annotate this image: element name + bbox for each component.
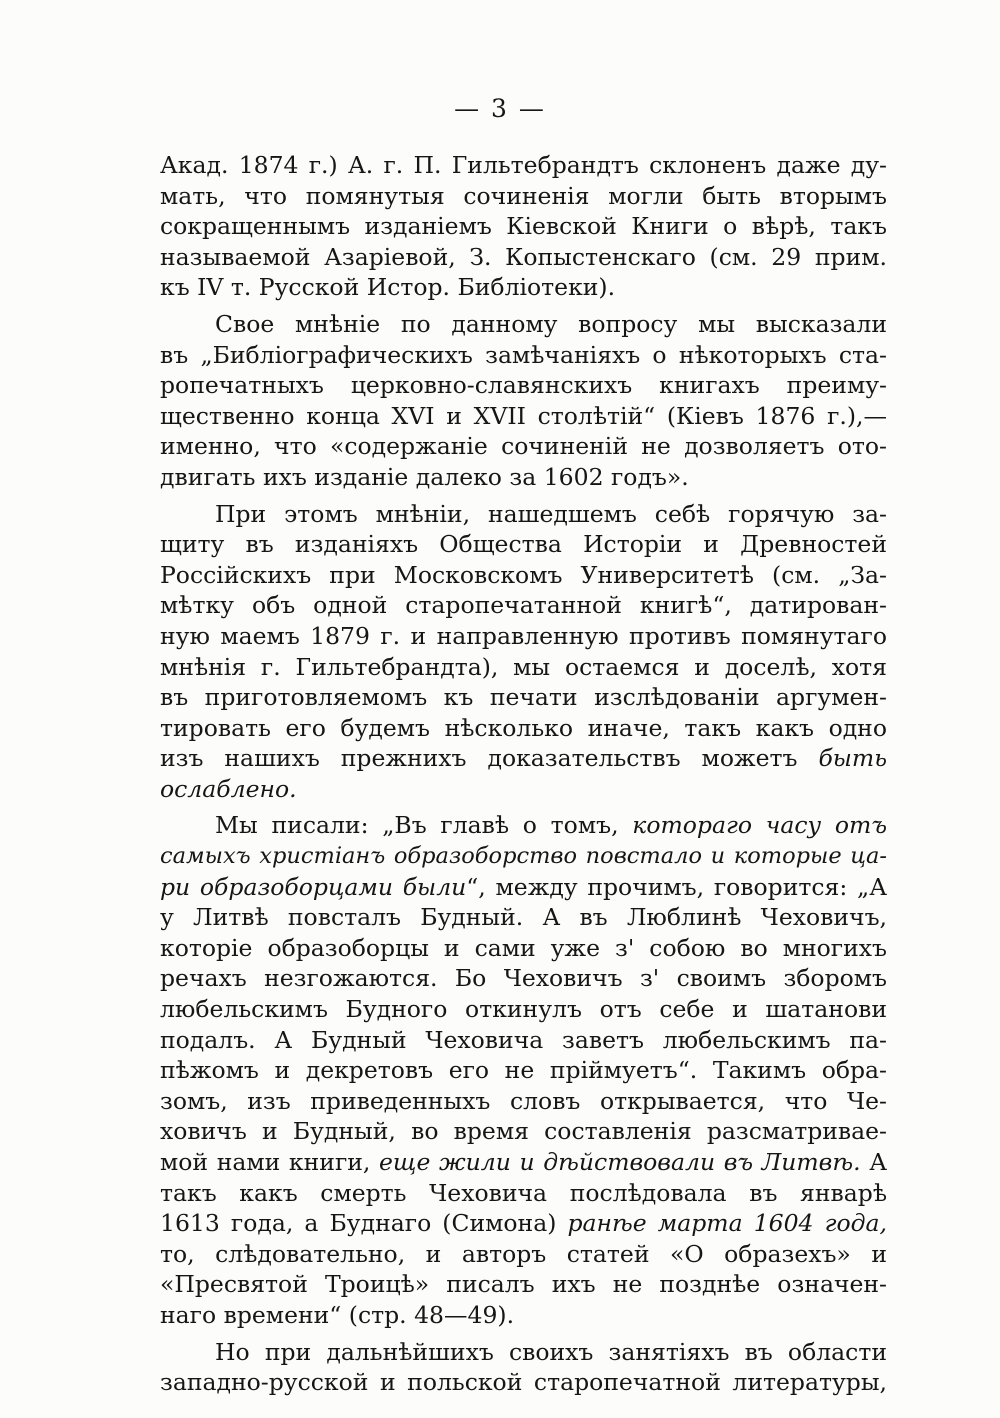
text-line: Но при дальнѣйшихъ своихъ занятіяхъ въ области <box>215 1337 887 1366</box>
text-run: А <box>869 1148 887 1176</box>
text-run: 1613 года, а Буднаго (Симона) <box>160 1209 557 1238</box>
text-line: пѣжомъ и декретовъ его не пріймуетъ“. Такимъ обра- <box>160 1056 887 1085</box>
text-line <box>160 810 887 841</box>
text-line: то, слѣдовательно, и авторъ статей «О образехъ» и <box>160 1239 887 1268</box>
text-line: подалъ. А Будный Чеховича заветъ любельскимъ па- <box>160 1025 887 1054</box>
text-line: щественно конца XVI и XVII столѣтій“ (Кіевъ 1876 г.),— <box>160 401 887 430</box>
text-line: къ IV т. Русской Истор. Библіотеки). <box>160 273 616 302</box>
text-line <box>160 872 887 903</box>
text-run: “, между прочимъ, говорится: „А <box>466 872 887 901</box>
text-line: ховичъ и Будный, во время составленія разсматривае- <box>160 1117 887 1146</box>
text-line: самыхъ христіанъ образоборство повстало и которые ца- <box>160 843 887 870</box>
text-line: ропечатныхъ церковно-славянскихъ книгахъ преиму- <box>160 371 887 400</box>
text-line: у Литвѣ повсталъ Будный. А въ Люблинѣ Чеховичъ, <box>160 903 887 932</box>
text-line: щиту въ изданіяхъ Общества Исторіи и Древностей <box>160 530 887 559</box>
text-run: Мы писали: „Въ главѣ о томъ, <box>215 811 619 840</box>
text-line: наго времени“ (стр. 48—49). <box>160 1300 515 1329</box>
text-line: любельскимъ Будного откинулъ отъ себе и шатанови <box>160 995 887 1024</box>
text-run: мой нами книги, <box>160 1148 371 1176</box>
italic-run: ри образоборцами были <box>160 872 467 901</box>
text-line: въ „Библіографическихъ замѣчаніяхъ о нѣкоторыхъ ста- <box>160 340 887 369</box>
text-line: Свое мнѣніе по данному вопросу мы высказали <box>215 309 887 338</box>
text-line: зомъ, изъ приведенныхъ словъ открывается, что Че- <box>160 1086 887 1115</box>
text-line: двигать ихъ изданіе далеко за 1602 годъ». <box>160 462 689 491</box>
text-line: Россійскихъ при Московскомъ Университетѣ (см. „За- <box>160 560 887 589</box>
italic-run: котораго часу отъ <box>632 811 887 840</box>
text-line <box>160 1147 887 1178</box>
text-run: изъ нашихъ прежнихъ доказательствъ можетъ <box>160 744 798 773</box>
text-line: Акад. 1874 г.) А. г. П. Гильтебрандтъ склоненъ даже ду- <box>160 151 887 179</box>
text-line: мать, что помянутыя сочиненія могли быть вторымъ <box>160 181 887 210</box>
text-line: тировать его будемъ нѣсколько иначе, такъ какъ одно <box>160 713 887 742</box>
body-text <box>160 150 887 1398</box>
italic-run: ранѣе марта 1604 года, <box>567 1209 887 1238</box>
text-line: которіе образоборцы и сами уже з' собою во многихъ <box>160 933 887 962</box>
paragraph-3 <box>160 499 887 805</box>
text-line <box>160 1208 887 1239</box>
text-line <box>160 743 887 774</box>
paragraph-5 <box>160 1337 887 1398</box>
text-line: сокращеннымъ изданіемъ Кіевской Книги о вѣрѣ, такъ <box>160 212 887 241</box>
text-line: «Пресвятой Троицѣ» писалъ ихъ не позднѣе означен- <box>160 1270 887 1299</box>
text-line: именно, что «содержаніе сочиненій не дозволяетъ ото- <box>160 432 887 461</box>
text-line: въ приготовляемомъ къ печати изслѣдованіи аргумен- <box>160 683 887 712</box>
paragraph-1 <box>160 150 887 303</box>
text-line: такъ какъ смерть Чеховича послѣдовала въ январѣ <box>160 1178 887 1207</box>
text-line: западно-русской и польской старопечатной литературы, <box>160 1368 887 1397</box>
paragraph-2 <box>160 309 887 493</box>
text-line: ослаблено. <box>160 774 297 803</box>
paragraph-4 <box>160 810 887 1330</box>
text-line: мнѣнія г. Гильтебрандта), мы остаемся и доселѣ, хотя <box>160 652 887 681</box>
italic-run: еще жили и дѣйствовали въ Литвѣ. <box>379 1148 861 1176</box>
text-line: речахъ незгожаются. Бо Чеховичъ з' своимъ зборомъ <box>160 964 887 993</box>
italic-run: быть <box>818 744 887 773</box>
text-line: При этомъ мнѣніи, нашедшемъ себѣ горячую за- <box>215 499 887 528</box>
page-number: — 3 — <box>454 94 546 123</box>
text-line: ную маемъ 1879 г. и направленную противъ помянутаго <box>160 621 887 650</box>
text-line: называемой Азаріевой, З. Копыстенскаго (см. 29 прим. <box>160 242 887 271</box>
text-line: мѣтку объ одной старопечатанной книгѣ“, датирован- <box>160 591 887 620</box>
